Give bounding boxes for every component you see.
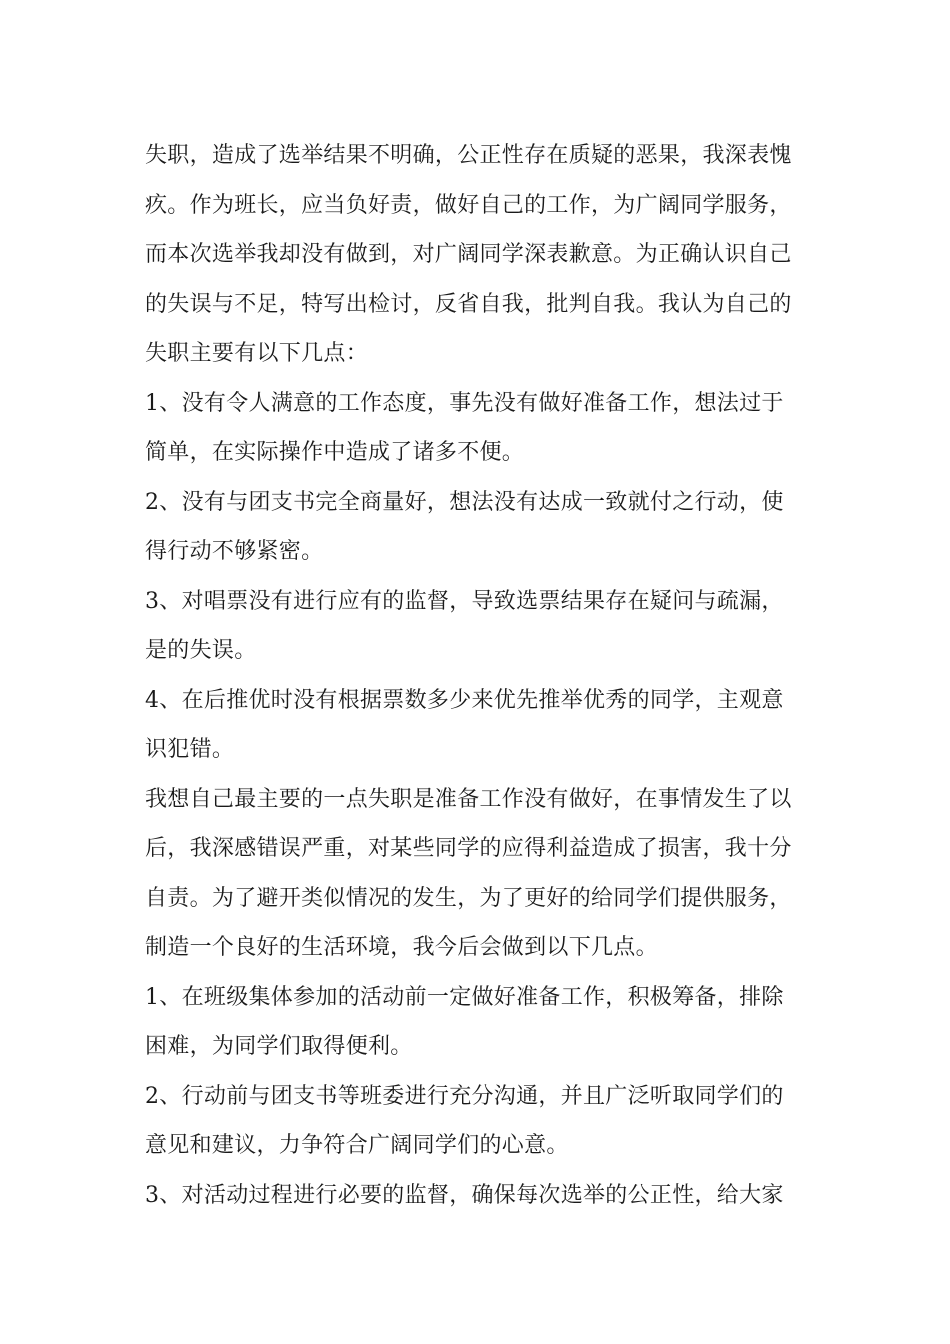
list-item-line: 2、没有与团支书完全商量好，想法没有达成一致就付之行动，使: [145, 489, 784, 515]
paragraph-start-line: 我想自己最主要的一点失职是准备工作没有做好，在事情发生了以: [145, 786, 792, 812]
text-line: 得行动不够紧密。: [145, 539, 324, 564]
text-line: 的失误与不足，特写出检讨，反省自我，批判自我。我认为自己的: [145, 291, 792, 317]
text-line: 意见和建议，力争符合广阔同学们的心意。: [145, 1133, 569, 1158]
list-item-line: 1、在班级集体参加的活动前一定做好准备工作，积极筹备，排除: [145, 984, 784, 1010]
text-line: 困难，为同学们取得便利。: [145, 1034, 413, 1059]
text-line: 是的失误。: [145, 638, 257, 663]
text-line: 识犯错。: [145, 737, 235, 762]
list-item-line: 3、对唱票没有进行应有的监督，导致选票结果存在疑问与疏漏，: [145, 588, 784, 614]
list-item-line: 2、行动前与团支书等班委进行充分沟通，并且广泛听取同学们的: [145, 1083, 784, 1109]
text-line: 自责。为了避开类似情况的发生，为了更好的给同学们提供服务，: [145, 885, 792, 911]
list-item-line: 1、没有令人满意的工作态度，事先没有做好准备工作，想法过于: [145, 390, 784, 416]
text-line: 而本次选举我却没有做到，对广阔同学深表歉意。为正确认识自己: [145, 242, 792, 267]
text-line: 制造一个良好的生活环境，我今后会做到以下几点。: [145, 935, 658, 960]
text-line: 失职主要有以下几点：: [145, 341, 369, 366]
text-line: 后，我深感错误严重，对某些同学的应得利益造成了损害，我十分: [145, 836, 792, 861]
list-item-line: 4、在后推优时没有根据票数多少来优先推举优秀的同学，主观意: [145, 687, 784, 713]
list-item-line: 3、对活动过程进行必要的监督，确保每次选举的公正性，给大家: [145, 1182, 784, 1208]
document-body: [145, 131, 815, 1220]
text-line: 失职，造成了选举结果不明确，公正性存在质疑的恶果，我深表愧: [145, 143, 792, 168]
text-line: 简单，在实际操作中造成了诸多不便。: [145, 440, 525, 465]
text-line: 疚。作为班长，应当负好责，做好自己的工作，为广阔同学服务，: [145, 192, 792, 218]
